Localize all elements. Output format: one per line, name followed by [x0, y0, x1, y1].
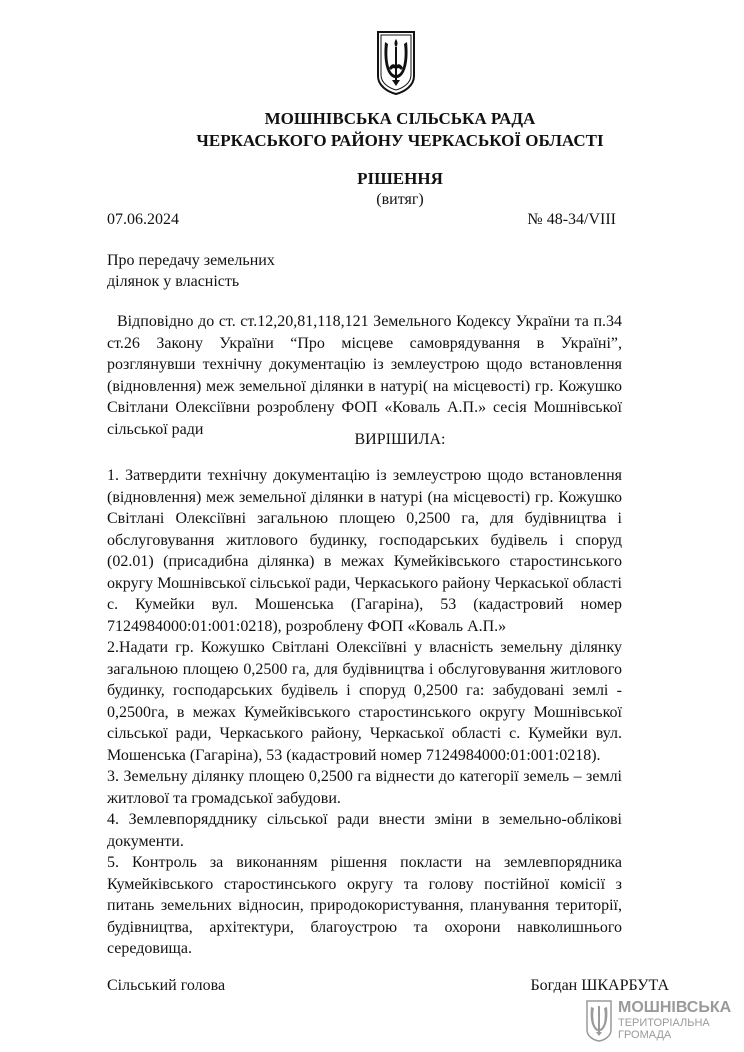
document-number: № 48-34/VIII	[527, 211, 616, 228]
document-type: РІШЕННЯ	[357, 169, 443, 188]
document-subject	[107, 250, 275, 292]
subject-line: Про передачу земельних	[107, 252, 275, 269]
decision-item: 1. Затвердити технічну документацію із землеустрою щодо встановлення (відновлення) меж земельної ділянки в натурі (на місцевості) гр. Кожушко Світлані Олексіївні загальною площею 0,2500 га, для будівництва і обслуговування житлового будинку, господарських будівель і споруд (02.01) (присадибна ділянка) в межах Кумейківського старостинського округу Мошнівської сільської ради, Черкаського району Черкаської області с. Кумейки вул. Мошенська (Гагаріна), 53 (кадастровий номер 7124984000:01:001:0218), розроблену ФОП «Коваль А.П.»	[107, 467, 622, 635]
subject-line: ділянок у власність	[107, 273, 240, 290]
preamble: Відповідно до ст. ст.12,20,81,118,121 Земельного Кодексу України та п.34 ст.26 Закону України “Про місцеве самоврядування в Україні”, розглянувши технічну документацію із землеустрою щодо встановлення (відновлення) меж земельної ділянки в натурі( на місцевості) гр. Кожушко Світлани Олексіївни розроблену ФОП «Коваль А.П.» сесія Мошнівської сільської ради	[107, 313, 622, 438]
watermark-name: МОШНІВСЬКА	[618, 999, 732, 1016]
trident-icon	[374, 30, 418, 96]
signer-name: Богдан ШКАРБУТА	[530, 977, 669, 994]
document-date: 07.06.2024	[107, 211, 179, 228]
decision-item: 5. Контроль за виконанням рішення покласти на землевпорядника Кумейківського старостинського округу та голову постійної комісії з питань земельних відносин, природокористування, планування території, будівництва, архітектури, благоустрою та охорони навколишнього середовища.	[107, 854, 622, 957]
document-kind: (витяг)	[376, 191, 424, 208]
decided-heading: ВИРІШИЛА:	[354, 431, 446, 448]
watermark-subtitle: ТЕРИТОРІАЛЬНА	[618, 1017, 710, 1029]
council-district: ЧЕРКАСЬКОГО РАЙОНУ ЧЕРКАСЬКОЇ ОБЛАСТІ	[196, 131, 604, 150]
decision-items	[107, 465, 622, 960]
decision-item: 4. Землевпорядднику сільської ради внести зміни в земельно-облікові документи.	[107, 811, 622, 850]
watermark-subtitle: ГРОМАДА	[618, 1029, 672, 1041]
signer-title: Сільський голова	[107, 977, 226, 994]
decision-item: 2.Надати гр. Кожушко Світлані Олексіївні у власність земельну ділянку загальною площею 0,2500 га, для будівництва і обслуговування житлового будинку, господарських будівель і споруд 0,2500 га: забудовані землі - 0,2500га, в межах Кумейківського старостинського округу Мошнівської сільської ради, Черкаського району, Черкаської області с. Кумейки вул. Мошенська (Гагаріна), 53 (кадастровий номер 7124984000:01:001:0218).	[107, 639, 622, 764]
community-watermark	[584, 998, 734, 1044]
council-name: МОШНІВСЬКА СІЛЬСЬКА РАДА	[264, 109, 536, 128]
trident-icon	[584, 1000, 614, 1042]
decision-item: 3. Земельну ділянку площею 0,2500 га віднести до категорії земель – землі житлової та громадської забудови.	[107, 768, 622, 807]
